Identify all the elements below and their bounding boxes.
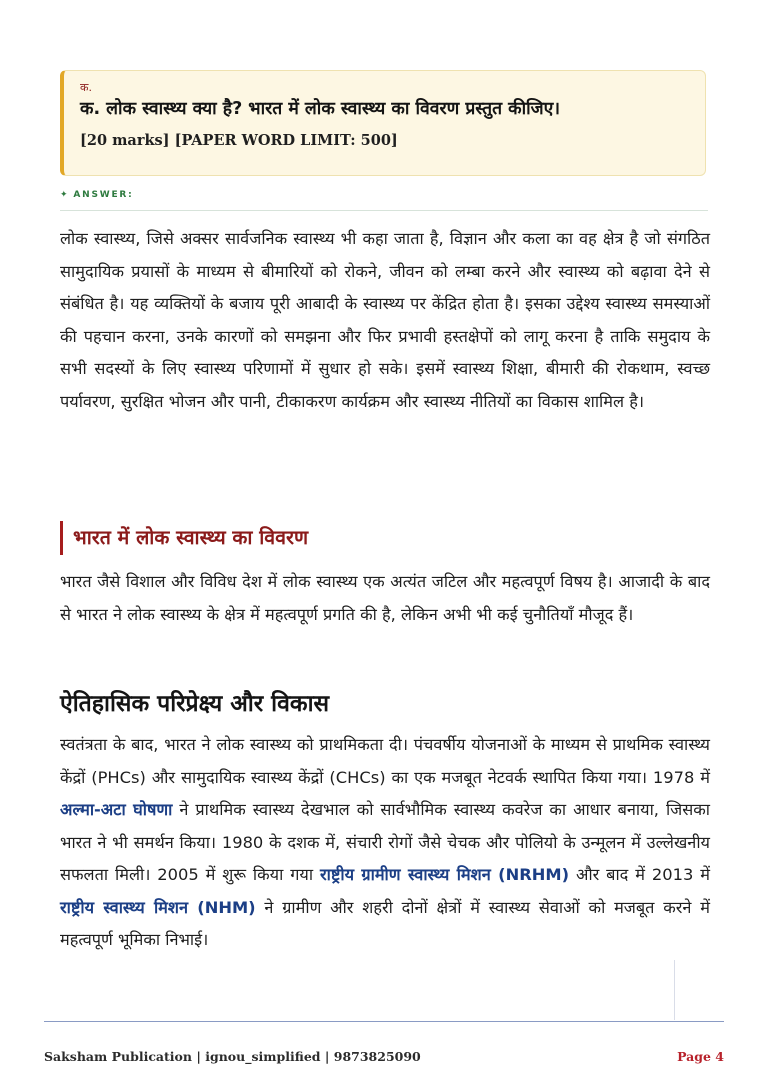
nhm-highlight: राष्ट्रीय स्वास्थ्य मिशन (NHM) bbox=[60, 897, 256, 917]
overview-paragraph: भारत जैसे विशाल और विविध देश में लोक स्वास्थ्य एक अत्यंत जटिल और महत्वपूर्ण विषय है। आजादी के बाद से भारत ने लोक स्वास्थ्य के क्षेत्र में महत्वपूर्ण प्रगति की है, लेकिन अभी भी कई चुनौतियाँ मौजूद हैं। bbox=[60, 572, 710, 624]
history-text-1: स्वतंत्रता के बाद, भारत ने लोक स्वास्थ्य को प्राथमिकता दी। पंचवर्षीय योजनाओं के माध्यम से प्राथमिक स्वास्थ्य केंद्रों (PHCs) और सामुदायिक स्वास्थ्य केंद्रों (CHCs) का एक मजबूत नेटवर्क स्थापित किया गया। 1978 में bbox=[60, 735, 710, 787]
nrhm-highlight: राष्ट्रीय ग्रामीण स्वास्थ्य मिशन (NRHM) bbox=[319, 865, 570, 884]
section-heading-history: ऐतिहासिक परिप्रेक्ष्य और विकास bbox=[60, 691, 330, 717]
page-number: Page 4 bbox=[677, 1049, 724, 1064]
footer-divider bbox=[44, 1021, 724, 1022]
history-paragraph bbox=[60, 729, 710, 957]
history-text-4: ने ग्रामीण और शहरी दोनों क्षेत्रों में स्वास्थ्य सेवाओं को मजबूत करने में महत्वपूर्ण भूमिका निभाई। bbox=[60, 897, 710, 949]
answer-label bbox=[60, 190, 134, 200]
alma-ata-highlight: अल्मा-अटा घोषणा bbox=[60, 800, 173, 819]
question-title: क. लोक स्वास्थ्य क्या है? भारत में लोक स्वास्थ्य का विवरण प्रस्तुत कीजिए। bbox=[80, 99, 560, 119]
answer-divider bbox=[60, 210, 708, 211]
history-text-2: ने प्राथमिक स्वास्थ्य देखभाल को सार्वभौमिक स्वास्थ्य कवरेज का आधार बनाया, जिसका भारत ने भी समर्थन किया। 1980 के दशक में, संचारी रोगों जैसे चेचक और पोलियो के उन्मूलन में उल्लेखनीय सफलता मिली। 2005 में शुरू किया गया bbox=[60, 800, 710, 884]
intro-paragraph: लोक स्वास्थ्य, जिसे अक्सर सार्वजनिक स्वास्थ्य भी कहा जाता है, विज्ञान और कला का वह क्षेत्र है जो संगठित सामुदायिक प्रयासों के माध्यम से बीमारियों को रोकने, जीवन को लम्बा करने और स्वास्थ्य को बढ़ावा देने से संबंधित है। यह व्यक्तियों के बजाय पूरी आबादी के स्वास्थ्य पर केंद्रित होता है। इसका उद्देश्य स्वास्थ्य समस्याओं की पहचान करना, उनके कारणों को समझना और फिर प्रभावी हस्तक्षेपों को लागू करना है ताकि समुदाय के सभी सदस्यों के लिए स्वास्थ्य परिणामों में सुधार हो सके। इसमें स्वास्थ्य शिक्षा, बीमारी की रोकथाम, स्वच्छ पर्यावरण, सुरक्षित भोजन और पानी, टीकाकरण कार्यक्रम और स्वास्थ्य नीतियों का विकास शामिल है। bbox=[60, 229, 710, 411]
question-number: क. bbox=[80, 81, 92, 94]
margin-line bbox=[674, 960, 675, 1020]
footer-publisher: Saksham Publication | ignou_simplified | 9873825090 bbox=[44, 1049, 421, 1064]
sparkle-icon: ✦ bbox=[60, 190, 70, 200]
section-heading-overview: भारत में लोक स्वास्थ्य का विवरण bbox=[60, 521, 308, 555]
answer-label-text: ANSWER: bbox=[73, 190, 134, 200]
question-box bbox=[60, 70, 706, 176]
question-marks: [20 marks] [PAPER WORD LIMIT: 500] bbox=[80, 132, 398, 149]
history-text-3: और बाद में 2013 में bbox=[569, 865, 710, 884]
